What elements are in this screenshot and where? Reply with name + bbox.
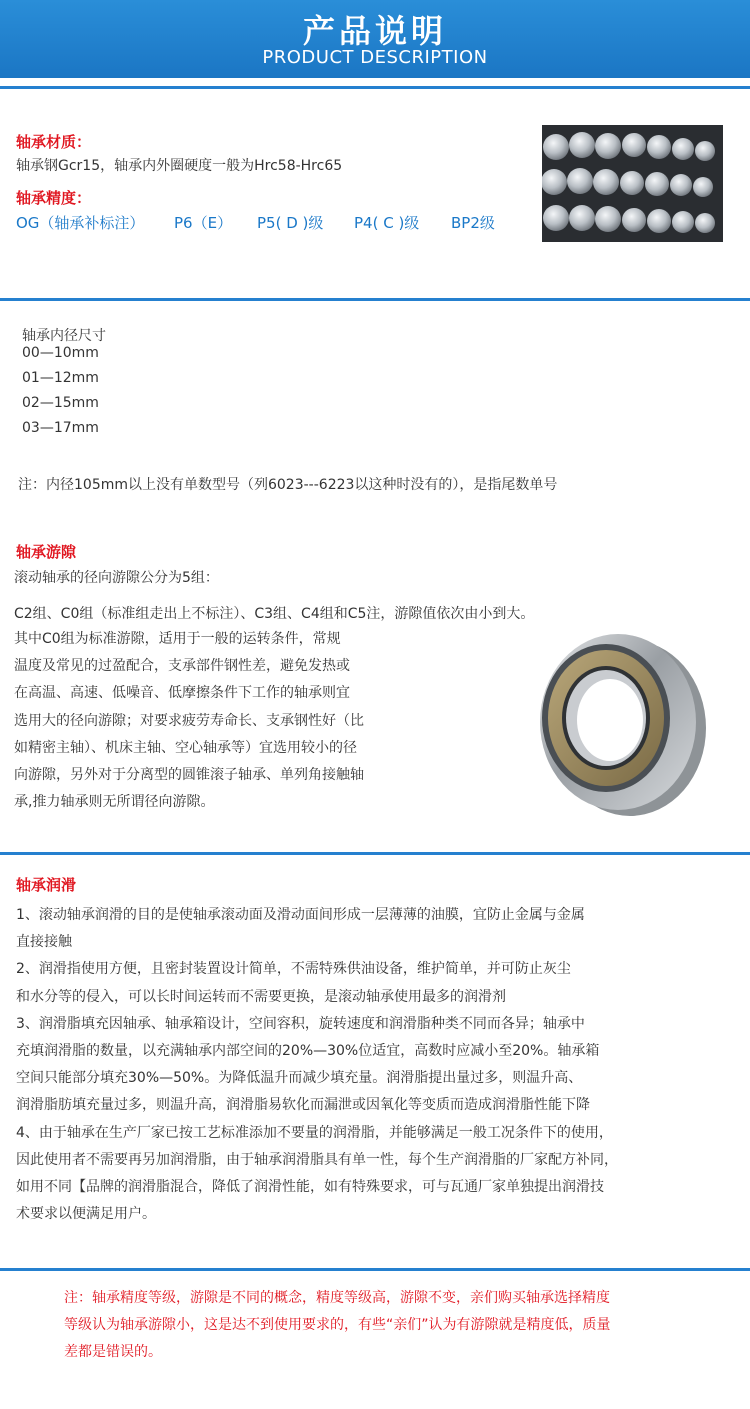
precision-grade-bp2: BP2级 <box>451 214 495 232</box>
lubrication-line: 因此使用者不需要再另加润滑脂，由于轴承润滑脂具有单一性，每个生产润滑脂的厂家配方补同， <box>16 1151 618 1168</box>
lubrication-paragraph <box>16 902 618 1228</box>
lubrication-line: 3、润滑脂填充因轴承、轴承箱设计，空间容积，旋转速度和润滑脂种类不同而各异；轴承中 <box>16 1015 585 1032</box>
clearance-line: 向游隙，另外对于分离型的圆锥滚子轴承、单列角接触轴 <box>14 767 364 784</box>
clearance-line: 承,推力轴承则无所谓径向游隙。 <box>14 794 215 811</box>
clearance-line: 其中C0组为标准游隙，适用于一般的运转条件，常规 <box>14 631 341 647</box>
precision-grade-p5: P5( D )级 <box>257 214 324 232</box>
bore-item-01: 01—12mm <box>22 370 99 386</box>
bore-item-02: 02—15mm <box>22 395 99 411</box>
lubrication-line: 如用不同【品牌的润滑脂混合，降低了润滑性能，如有特殊要求，可与瓦通厂家单独提出润滑技 <box>16 1179 604 1196</box>
lubrication-line: 4、由于轴承在生产厂家已按工艺标准添加不要量的润滑脂，并能够满足一般工况条件下的使用， <box>16 1124 613 1141</box>
clearance-line: 选用大的径向游隙；对要求疲劳寿命长、支承钢性好（比 <box>14 712 364 729</box>
clearance-line: 在高温、高速、低噪音、低摩擦条件下工作的轴承则宜 <box>14 685 350 702</box>
divider-2 <box>0 298 750 301</box>
divider-4 <box>0 1268 750 1271</box>
precision-heading: 轴承精度： <box>16 189 92 207</box>
lubrication-line: 充填润滑脂的数量，以充满轴承内部空间的20%—30%位适宜，高数时应减小至20%。轴承箱 <box>16 1043 600 1060</box>
lubrication-line: 2、润滑指使用方便，且密封装置设计简单，不需特殊供油设备，维护简单，并可防止灰尘 <box>16 961 571 978</box>
clearance-groups: C2组、C0组（标准组走出上不标注）、C3组、C4组和C5注，游隙值依次由小到大。 <box>14 606 535 622</box>
steel-rods-illustration <box>542 125 723 242</box>
lubrication-line: 术要求以便满足用户。 <box>16 1206 156 1223</box>
divider-top <box>0 86 750 89</box>
clearance-heading: 轴承游隙 <box>16 543 77 561</box>
lubrication-line: 和水分等的侵入，可以长时间运转而不需要更换，是滚动轴承使用最多的润滑剂 <box>16 988 506 1005</box>
material-text: 轴承钢Gcr15，轴承内外圈硬度一般为Hrc58-Hrc65 <box>16 158 343 174</box>
page-subtitle: PRODUCT DESCRIPTION <box>262 47 488 68</box>
footer-note-line: 注：轴承精度等级，游隙是不同的概念，精度等级高，游隙不变，亲们购买轴承选择精度 <box>64 1290 610 1306</box>
bore-item-03: 03—17mm <box>22 420 99 436</box>
bearing-image <box>522 624 708 822</box>
precision-grade-p6: P6（E） <box>174 214 233 232</box>
clearance-line: 温度及常见的过盈配合，支承部件钢性差，避免发热或 <box>14 658 350 675</box>
precision-grade-p4: P4( C )级 <box>354 214 420 232</box>
footer-note-line: 差都是错误的。 <box>64 1344 162 1361</box>
material-heading: 轴承材质： <box>16 133 92 151</box>
lubrication-line: 润滑脂肪填充量过多，则温升高，润滑脂易软化而漏泄或因氧化等变质而造成润滑脂性能下降 <box>16 1097 590 1114</box>
bearing-illustration <box>522 624 708 822</box>
footer-note <box>64 1285 611 1367</box>
clearance-paragraph <box>14 626 364 816</box>
lubrication-line: 空间只能部分填充30%—50%。为降低温升而减少填充量。润滑脂提出量过多，则温升高、 <box>16 1070 583 1087</box>
divider-3 <box>0 852 750 855</box>
header-banner <box>0 0 750 78</box>
bore-item-00: 00—10mm <box>22 345 99 361</box>
lubrication-heading: 轴承润滑 <box>16 876 77 894</box>
page-title: 产品说明 <box>302 12 447 50</box>
lubrication-line: 直接接触 <box>16 934 72 951</box>
precision-grade-og: OG（轴承补标注） <box>16 214 145 232</box>
clearance-line: 如精密主轴）、机床主轴、空心轴承等）宜选用较小的径 <box>14 739 357 756</box>
footer-note-line: 等级认为轴承游隙小，这是达不到使用要求的，有些“亲们”认为有游隙就是精度低，质量 <box>64 1317 611 1334</box>
steel-rods-image <box>542 125 723 242</box>
bore-note: 注：内径105mm以上没有单数型号（列6023---6223以这种时没有的），是指尾数单号 <box>18 477 558 493</box>
clearance-intro: 滚动轴承的径向游隙公分为5组： <box>14 570 219 586</box>
lubrication-line: 1、滚动轴承润滑的目的是使轴承滚动面及滑动面间形成一层薄薄的油膜，宜防止金属与金属 <box>16 907 585 923</box>
bore-heading: 轴承内径尺寸 <box>22 328 106 344</box>
